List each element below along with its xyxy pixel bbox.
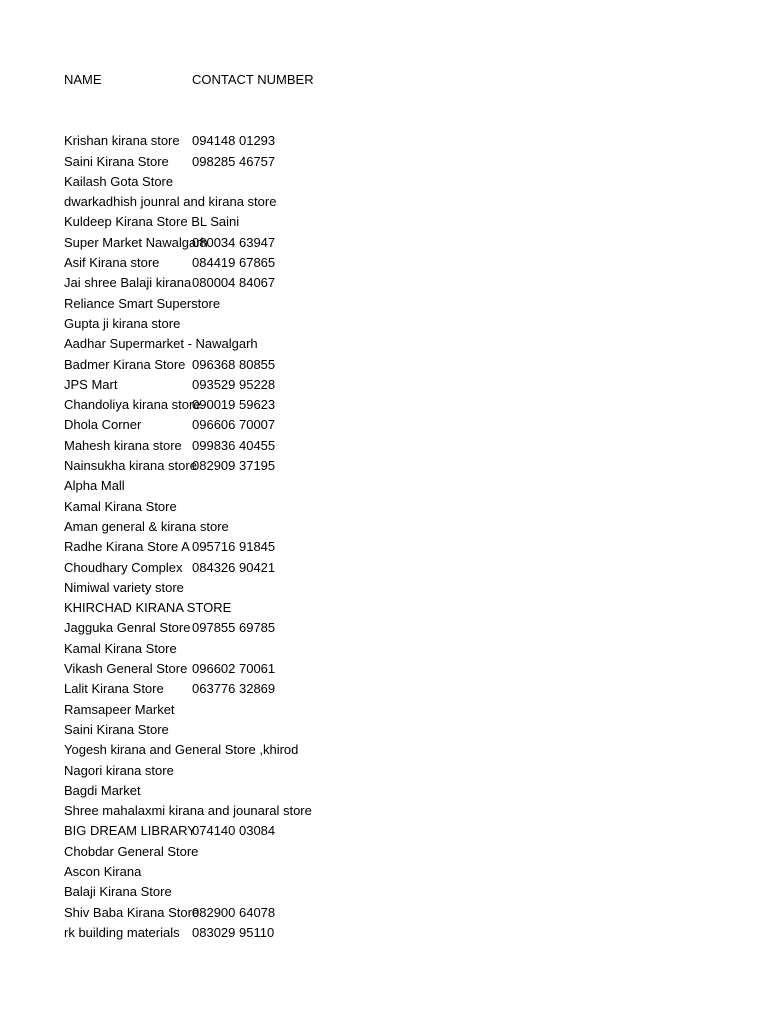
store-name: Kamal Kirana Store [64, 640, 177, 656]
store-row [64, 436, 704, 456]
store-row [64, 415, 704, 435]
store-row [64, 172, 704, 192]
store-name: Nagori kirana store [64, 762, 174, 778]
store-contact-number: 063776 32869 [192, 681, 276, 697]
store-row [64, 882, 704, 902]
contact-sheet [64, 70, 704, 943]
store-row [64, 578, 704, 598]
store-row [64, 152, 704, 172]
store-contact-number: 082900 64078 [192, 904, 276, 920]
store-name: Shree mahalaxmi kirana and jounaral store [64, 803, 312, 819]
store-row [64, 233, 704, 253]
store-name: Asif Kirana store [64, 255, 160, 271]
store-name: Chobdar General Store [64, 843, 199, 859]
store-row [64, 659, 704, 679]
store-name: Bagdi Market [64, 782, 141, 798]
store-row [64, 314, 704, 334]
store-name: KHIRCHAD KIRANA STORE [64, 600, 232, 616]
store-name: Ascon Kirana [64, 863, 142, 879]
store-name: Vikash General Store [64, 661, 188, 677]
store-contact-number: 084419 67865 [192, 255, 276, 271]
store-row [64, 740, 704, 760]
store-name: rk building materials [64, 924, 180, 940]
store-row [64, 862, 704, 882]
header-row [64, 70, 704, 90]
store-name: Badmer Kirana Store [64, 356, 186, 372]
store-row [64, 821, 704, 841]
store-name: Nainsukha kirana store [64, 458, 197, 474]
store-row [64, 761, 704, 781]
store-row [64, 273, 704, 293]
store-contact-number: 082909 37195 [192, 458, 276, 474]
store-name: Gupta ji kirana store [64, 315, 181, 331]
store-row [64, 598, 704, 618]
store-name: BIG DREAM LIBRARY [64, 823, 196, 839]
store-name: Kailash Gota Store [64, 173, 174, 189]
store-name: Choudhary Complex [64, 559, 183, 575]
store-row [64, 537, 704, 557]
store-row [64, 334, 704, 354]
store-contact-number: 084326 90421 [192, 559, 276, 575]
store-name: Super Market Nawalgarh [64, 234, 208, 250]
store-name: Kuldeep Kirana Store BL Saini [64, 214, 240, 230]
store-row [64, 497, 704, 517]
store-row [64, 355, 704, 375]
store-name: Saini Kirana Store [64, 721, 169, 737]
store-contact-number: 095716 91845 [192, 539, 276, 555]
store-contact-number: 098285 46757 [192, 153, 276, 169]
store-contact-number: 097855 69785 [192, 620, 276, 636]
store-row [64, 517, 704, 537]
store-name: Saini Kirana Store [64, 153, 169, 169]
store-row [64, 903, 704, 923]
store-row [64, 476, 704, 496]
store-row [64, 294, 704, 314]
store-contact-number: 096602 70061 [192, 661, 276, 677]
store-name: Aadhar Supermarket - Nawalgarh [64, 336, 258, 352]
store-row [64, 253, 704, 273]
store-name: Jagguka Genral Store [64, 620, 191, 636]
store-name: Yogesh kirana and General Store ,khirod [64, 742, 299, 758]
store-row [64, 192, 704, 212]
store-row [64, 700, 704, 720]
store-contact-number: 090019 59623 [192, 397, 276, 413]
store-row [64, 639, 704, 659]
store-row [64, 679, 704, 699]
store-name: Mahesh kirana store [64, 437, 182, 453]
store-row [64, 618, 704, 638]
store-contact-number: 093529 95228 [192, 376, 276, 392]
store-contact-number: 080004 84067 [192, 275, 276, 291]
store-contact-number: 083029 95110 [192, 924, 275, 940]
contact-number-column-header: CONTACT NUMBER [192, 72, 314, 87]
store-name: Dhola Corner [64, 417, 142, 433]
store-row [64, 923, 704, 943]
store-name: Nimiwal variety store [64, 579, 184, 595]
store-contact-number: 080034 63947 [192, 234, 276, 250]
store-name: Aman general & kirana store [64, 518, 229, 534]
store-name: Shiv Baba Kirana Store [64, 904, 200, 920]
store-row [64, 720, 704, 740]
store-row [64, 395, 704, 415]
store-name: dwarkadhish jounral and kirana store [64, 194, 277, 210]
store-name: Lalit Kirana Store [64, 681, 164, 697]
store-name: Kamal Kirana Store [64, 498, 177, 514]
store-row [64, 801, 704, 821]
store-name: Balaji Kirana Store [64, 884, 172, 900]
store-name: Chandoliya kirana store [64, 397, 201, 413]
store-row [64, 456, 704, 476]
store-contact-number: 096368 80855 [192, 356, 276, 372]
store-row [64, 212, 704, 232]
store-name: Radhe Kirana Store A [64, 539, 190, 555]
store-contact-number: 094148 01293 [192, 133, 276, 149]
store-name: Alpha Mall [64, 478, 125, 494]
store-row [64, 558, 704, 578]
store-list [64, 131, 704, 943]
store-row [64, 842, 704, 862]
store-name: JPS Mart [64, 376, 118, 392]
store-contact-number: 099836 40455 [192, 437, 276, 453]
store-name: Ramsapeer Market [64, 701, 175, 717]
store-row [64, 131, 704, 151]
store-name: Jai shree Balaji kirana [64, 275, 192, 291]
store-name: Reliance Smart Superstore [64, 295, 221, 311]
store-row [64, 375, 704, 395]
store-contact-number: 074140 03084 [192, 823, 276, 839]
store-name: Krishan kirana store [64, 133, 180, 149]
store-contact-number: 096606 70007 [192, 417, 276, 433]
name-column-header: NAME [64, 72, 102, 87]
store-row [64, 781, 704, 801]
